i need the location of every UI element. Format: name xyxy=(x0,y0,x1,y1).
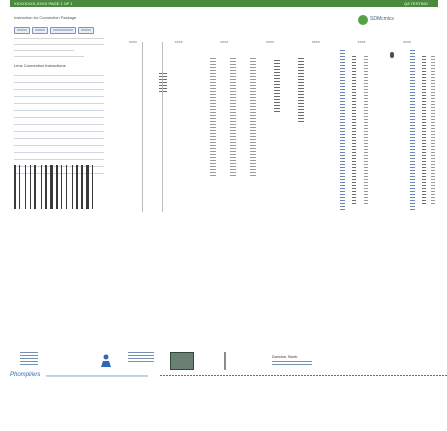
data-column xyxy=(274,60,280,112)
spec-header-cell: XXXX xyxy=(266,40,275,44)
data-column xyxy=(431,56,435,206)
data-column xyxy=(298,58,304,124)
text-line xyxy=(14,120,104,125)
strip-label: Dondon. Bonk xyxy=(272,354,298,359)
data-column xyxy=(250,58,256,178)
data-column xyxy=(340,50,345,210)
data-column xyxy=(352,56,356,206)
spec-table xyxy=(110,40,430,120)
footer-brand: Phompl/ers xyxy=(10,372,41,378)
divider xyxy=(14,50,74,51)
footer-note: XXXXXXXXXXXXXXXXXXXXXXXXXXXXXXXXXXXXXXXXXXXXXXXXXXX xyxy=(46,374,149,378)
chip-row xyxy=(14,27,94,33)
document-id: XXXXXXXX-XXXX PAGE 1 OF 1 xyxy=(14,1,73,6)
column-divider xyxy=(224,352,226,370)
brand-icon xyxy=(358,15,368,25)
column-divider xyxy=(142,42,143,212)
barcode-bar xyxy=(72,165,73,209)
text-line xyxy=(14,78,104,83)
spec-header-cell: XXXX xyxy=(220,40,229,44)
data-column xyxy=(230,58,236,178)
chip: XXXXXXXXXX xyxy=(50,27,76,34)
spec-header-cell: XXXX xyxy=(128,40,137,44)
text-line xyxy=(14,148,104,153)
spec-header-cell: XXXX xyxy=(174,40,183,44)
chip: XXXXX xyxy=(32,27,48,34)
barcode-bar xyxy=(56,165,58,209)
text-line xyxy=(14,92,104,97)
document-subtitle: Instruction for Connection Package xyxy=(14,15,77,20)
spec-header-cell: XXXX xyxy=(403,40,412,44)
chip: XXXXX xyxy=(78,27,94,34)
text-line xyxy=(14,106,104,111)
barcode-bar xyxy=(76,165,78,209)
barcode-bar xyxy=(19,165,20,209)
data-column xyxy=(159,73,167,93)
divider xyxy=(14,56,84,57)
barcode-bar xyxy=(86,165,89,209)
divider xyxy=(14,44,104,45)
data-column xyxy=(422,56,426,206)
barcode-bar xyxy=(25,165,26,209)
text-line xyxy=(14,71,104,76)
strip-footer xyxy=(10,371,438,380)
device-thumbnail xyxy=(170,352,194,370)
text-line xyxy=(14,134,104,139)
barcode-bar xyxy=(61,165,62,209)
text-line xyxy=(14,99,104,104)
barcode-bar xyxy=(66,165,67,209)
person-icon xyxy=(100,354,112,368)
bottom-strip xyxy=(10,352,438,380)
spec-table-header xyxy=(110,40,430,44)
spec-sheet xyxy=(10,0,438,212)
column-divider xyxy=(162,42,163,212)
barcode-bar xyxy=(41,165,42,209)
barcode-bar xyxy=(50,165,53,209)
stacked-lines xyxy=(20,352,38,370)
text-line xyxy=(14,113,104,118)
data-column xyxy=(410,50,415,210)
text-line xyxy=(14,141,104,146)
strip-cells xyxy=(10,352,438,370)
barcode-graphic xyxy=(14,165,96,209)
chip: XXXXX xyxy=(14,27,30,34)
text-line xyxy=(14,85,104,90)
text-line xyxy=(14,127,104,132)
barcode-bar xyxy=(14,165,16,209)
stacked-lines xyxy=(128,352,154,370)
brand-name: SDMcmics xyxy=(370,16,394,22)
status-badge: QA TESTING xyxy=(404,1,428,6)
brand-logo xyxy=(358,14,434,30)
text-line xyxy=(14,155,104,160)
marker-dot xyxy=(390,52,394,58)
barcode-bar xyxy=(30,165,31,209)
spec-header-cell: XXXX xyxy=(357,40,366,44)
barcode-bar xyxy=(92,165,93,209)
header-bar xyxy=(10,0,438,7)
barcode-bar xyxy=(45,165,47,209)
barcode-bar xyxy=(34,165,36,209)
data-column xyxy=(210,58,216,178)
data-column xyxy=(364,56,368,206)
section-title: Lens Connection Instructions xyxy=(14,63,66,68)
barcode-bar xyxy=(81,165,83,209)
spec-header-cell: XXXX xyxy=(311,40,320,44)
divider xyxy=(14,38,104,39)
dashed-line xyxy=(160,375,447,376)
